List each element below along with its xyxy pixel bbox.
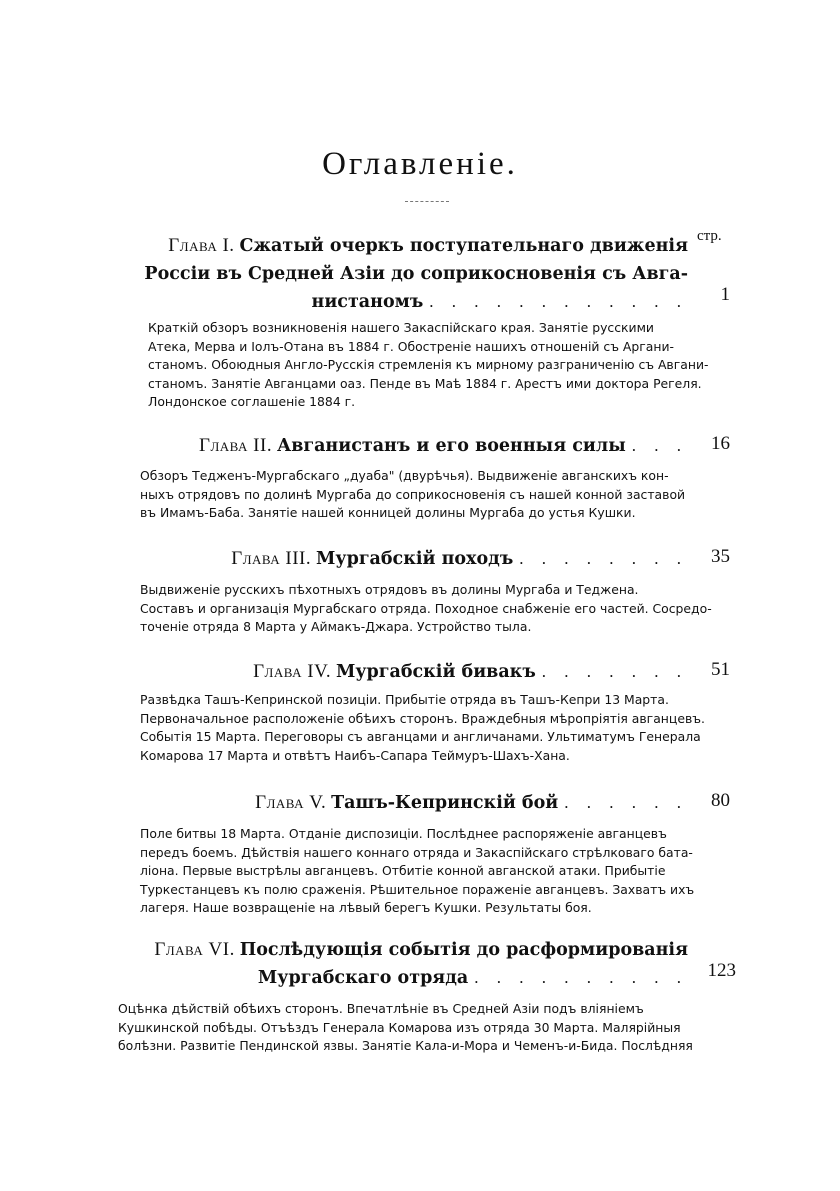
summary-line: Выдвиженіе русскихъ пѣхотныхъ отрядовъ въ долины Мургаба и Теджена. (140, 582, 639, 597)
chapter-title-line: Мургабскаго отряда (257, 968, 469, 988)
chapter-title-line: Мургабскій походъ (316, 549, 514, 569)
dot-leader: . . . . . . . . . . . . (429, 292, 688, 311)
chapter-page-number: 80 (711, 790, 730, 811)
chapter-heading-1 (140, 232, 688, 316)
chapter-summary-1 (148, 319, 709, 412)
summary-line: въ Имамъ-Баба. Занятіе нашей конницей долины Мургаба до устья Кушки. (140, 505, 636, 520)
summary-line: Лондонское соглашеніе 1884 г. (148, 394, 356, 409)
chapter-summary-2 (140, 467, 686, 523)
dot-leader: . . . . . . . (541, 662, 688, 681)
chapter-heading-2 (140, 432, 688, 460)
summary-line: ныхъ отрядовъ по долинѣ Мургаба до соприкосновенія съ нашей конной заставой (140, 486, 686, 502)
chapter-summary-5 (140, 825, 695, 918)
page-title: Оглавленіе. (322, 146, 518, 182)
summary-line: станомъ. Занятіе Авганцами оаз. Пенде въ Маѣ 1884 г. Арестъ ими доктора Регеля. (148, 375, 702, 391)
summary-line: Первоначальное расположеніе обѣихъ сторонъ. Враждебныя мѣропріятія авганцевъ. (140, 710, 705, 726)
summary-line: Атека, Мерва и Іолъ-Отана въ 1884 г. Обостреніе нашихъ отношеній съ Аргани- (148, 338, 674, 354)
dot-leader: . . . . . . . . . . (474, 968, 688, 987)
summary-line: Туркестанцевъ къ полю сраженія. Рѣшительное пораженіе авганцевъ. Захватъ ихъ (140, 881, 695, 897)
summary-line: Составъ и организація Мургабскаго отряда. Походное снабженіе его частей. Сосредо- (140, 600, 712, 616)
chapter-title-line: Россіи въ Средней Азіи до соприкосновенія съ Авга- (144, 264, 688, 284)
chapter-title-line: Ташъ-Кепринскій бой (331, 793, 559, 813)
chapter-number: Глава I. (168, 235, 235, 256)
page-column-label: стр. (697, 228, 722, 244)
summary-line: Краткій обзоръ возникновенія нашего Закаспійскаго края. Занятіе русскими (148, 320, 654, 335)
summary-line: лагеря. Наше возвращеніе на лѣвый берегъ Кушки. Результаты боя. (140, 900, 592, 915)
title-divider (405, 201, 449, 202)
chapter-page-number: 1 (720, 284, 730, 305)
chapter-page-number: 16 (711, 433, 730, 454)
chapter-heading-3 (140, 545, 688, 573)
chapter-page-number: 123 (707, 960, 736, 981)
chapter-page-number: 35 (711, 546, 730, 567)
summary-line: болѣзни. Развитіе Пендинской язвы. Занятіе Кала-и-Мора и Чеменъ-и-Бида. Послѣдняя (118, 1038, 693, 1053)
chapter-page-number: 51 (711, 659, 730, 680)
dot-leader: . . . . . . . . (519, 549, 688, 568)
chapter-title-line: Авганистанъ и его военныя силы (276, 436, 626, 456)
chapter-title-line: Послѣдующія событія до расформированія (239, 940, 688, 960)
summary-line: Обзоръ Тедженъ-Мургабскаго „дуаба" (двурѣчья). Выдвиженіе авганскихъ кон- (140, 468, 669, 483)
chapter-number: Глава III. (231, 548, 312, 569)
chapter-number: Глава VI. (154, 939, 235, 960)
dot-leader: . . . . . . (564, 793, 688, 812)
chapter-summary-6 (118, 1000, 693, 1056)
chapter-title-line: Мургабскій бивакъ (335, 662, 536, 682)
summary-line: Развѣдка Ташъ-Кепринской позиціи. Прибытіе отряда въ Ташъ-Кепри 13 Марта. (140, 692, 669, 707)
summary-line: Кушкинской побѣды. Отъѣздъ Генерала Комарова изъ отряда 30 Марта. Малярійныя (118, 1019, 681, 1035)
chapter-number: Глава II. (198, 435, 273, 456)
chapter-title-line: Сжатый очеркъ поступательнаго движенія (239, 236, 688, 256)
summary-line: ліона. Первые выстрѣлы авганцевъ. Отбитіе конной авганской атаки. Прибытіе (140, 863, 666, 878)
dot-leader: . . . (631, 436, 688, 455)
chapter-number: Глава V. (255, 792, 327, 813)
chapter-heading-5 (140, 789, 688, 817)
chapter-heading-4 (140, 658, 688, 686)
summary-line: Комарова 17 Марта и отвѣтъ Наибъ-Сапара Теймуръ-Шахъ-Хана. (140, 747, 570, 763)
chapter-title-line: нистаномъ (311, 292, 424, 312)
summary-line: Поле битвы 18 Марта. Отданіе диспозиціи. Послѣднее распоряженіе авганцевъ (140, 826, 667, 841)
summary-line: передъ боемъ. Дѣйствія нашего коннаго отряда и Закаспійскаго стрѣлковаго бата- (140, 844, 693, 860)
summary-line: Оцѣнка дѣйствій обѣихъ сторонъ. Впечатлѣніе въ Средней Азіи подъ вліяніемъ (118, 1001, 644, 1016)
summary-line: Событія 15 Марта. Переговоры съ авганцами и англичанами. Ультиматумъ Генерала (140, 729, 701, 744)
chapter-summary-3 (140, 581, 712, 637)
summary-line: станомъ. Обоюдныя Англо-Русскія стремленія къ мирному разграниченію съ Авгани- (148, 357, 709, 372)
summary-line: точеніе отряда 8 Марта у Аймакъ-Джара. Устройство тыла. (140, 619, 532, 634)
chapter-number: Глава IV. (253, 661, 332, 682)
chapter-heading-6 (130, 936, 688, 992)
chapter-summary-4 (140, 691, 705, 765)
